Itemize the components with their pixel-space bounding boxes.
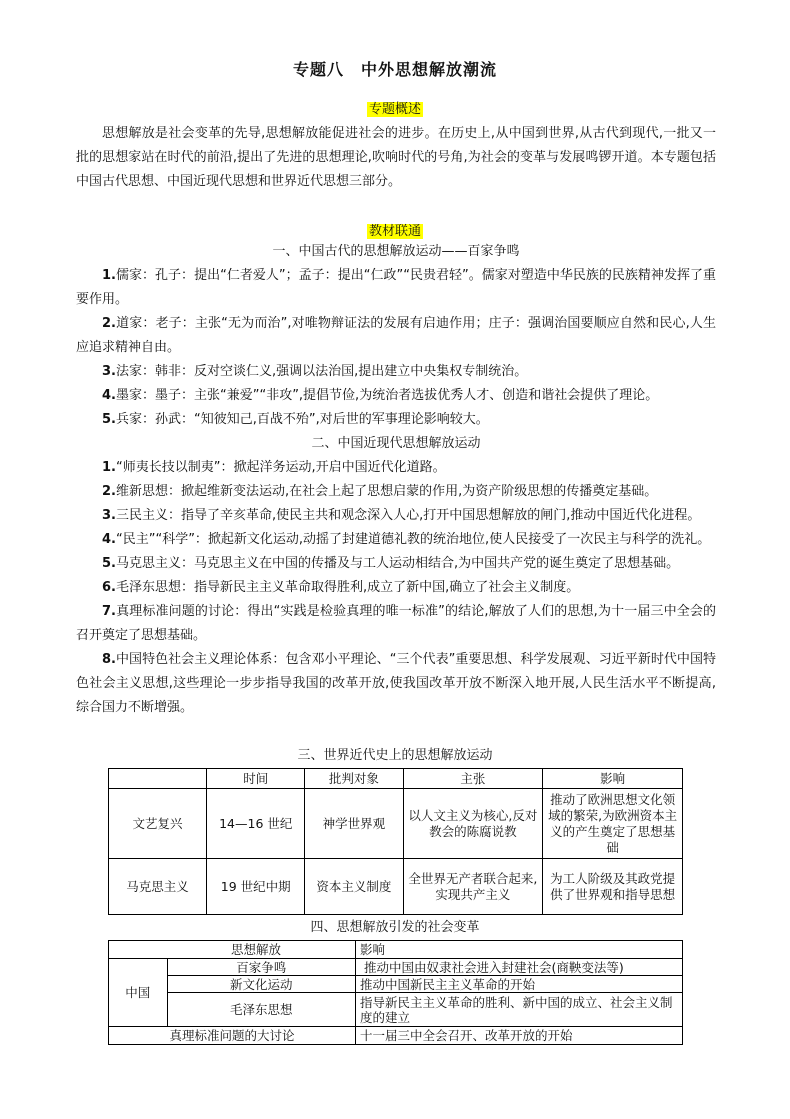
table-header-row <box>109 769 683 789</box>
overview-heading: 专题概述 <box>368 102 421 117</box>
table-cell: 14—16 世纪 <box>207 789 305 859</box>
table-header-cell <box>109 769 207 789</box>
list-item: 8.中国特色社会主义理论体系：包含邓小平理论、“三个代表”重要思想、科学发展观、习近平新时代中国特色社会主义思想,这些理论一步步指导我国的改革开放,使我国改革开放不断深入地开展,人民生活水平不断提高,综合国力不断增强。 <box>76 652 716 715</box>
section2-heading: 二、中国近现代思想解放运动 <box>311 436 481 451</box>
table-header-cell: 时间 <box>207 769 305 789</box>
table-cell: 指导新民主主义革命的胜利、新中国的成立、社会主义制度的建立 <box>356 993 683 1027</box>
section4-heading: 四、思想解放引发的社会变革 <box>310 920 480 935</box>
table-cell: 马克思主义 <box>109 859 207 915</box>
overview-section <box>76 122 716 194</box>
list-item: 6.毛泽东思想：指导新民主主义革命取得胜利,成立了新中国,确立了社会主义制度。 <box>102 580 580 595</box>
table-cell: 神学世界观 <box>305 789 403 859</box>
table-cell: 全世界无产者联合起来,实现共产主义 <box>403 859 543 915</box>
table-cell: 推动了欧洲思想文化领域的繁荣,为欧洲资本主义的产生奠定了思想基础 <box>543 789 683 859</box>
list-item: 3.法家：韩非：反对空谈仁义,强调以法治国,提出建立中央集权专制统治。 <box>102 364 528 379</box>
table-cell: 新文化运动 <box>167 976 356 993</box>
table-cell: 19 世纪中期 <box>207 859 305 915</box>
group-cell: 中国 <box>109 959 168 1027</box>
table-row <box>109 976 683 993</box>
table-header-row <box>109 941 683 959</box>
table-header-cell: 批判对象 <box>305 769 403 789</box>
table-cell: 文艺复兴 <box>109 789 207 859</box>
table-row <box>109 789 683 859</box>
section3-heading-wrap <box>0 744 790 768</box>
section2-list <box>76 456 716 720</box>
overview-text: 思想解放是社会变革的先导,思想解放能促进社会的进步。在历史上,从中国到世界,从古代到现代,一批又一批的思想家站在时代的前沿,提出了先进的思想理论,吹响时代的号角,为社会的变革与发展鸣锣开道。本专题包括中国古代思想、中国近现代思想和世界近代思想三部分。 <box>76 126 716 189</box>
section3-heading: 三、世界近代史上的思想解放运动 <box>297 748 493 763</box>
list-item: 5.马克思主义：马克思主义在中国的传播及与工人运动相结合,为中国共产党的诞生奠定了思想基础。 <box>102 556 680 571</box>
table-cell: 为工人阶级及其政党提供了世界观和指导思想 <box>543 859 683 915</box>
table-header-cell <box>109 941 168 959</box>
table-row <box>109 1027 683 1045</box>
overview-heading-wrap <box>0 98 790 122</box>
list-item: 2.维新思想：掀起维新变法运动,在社会上起了思想启蒙的作用,为资产阶级思想的传播奠定基础。 <box>102 484 658 499</box>
table-cell: 推动中国由奴隶社会进入封建社会(商鞅变法等) <box>356 959 683 976</box>
social-change-table <box>108 940 683 1045</box>
table-row <box>109 959 683 976</box>
list-item: 4.墨家：墨子：主张“兼爱”“非攻”,提倡节俭,为统治者选拔优秀人才、创造和谐社会提供了理论。 <box>102 388 659 403</box>
world-thought-table <box>108 768 683 915</box>
table-header-cell: 思想解放 <box>167 941 356 959</box>
table-row <box>109 859 683 915</box>
table-header-cell: 主张 <box>403 769 543 789</box>
table-row <box>109 993 683 1027</box>
table-header-cell: 影响 <box>356 941 683 959</box>
page-title: 专题八 中外思想解放潮流 <box>292 60 497 79</box>
section1-heading: 一、中国古代的思想解放运动——百家争鸣 <box>272 244 520 259</box>
table-cell: 资本主义制度 <box>305 859 403 915</box>
list-item: 2.道家：老子：主张“无为而治”,对唯物辩证法的发展有启迪作用；庄子：强调治国要顺应自然和民心,人生应追求精神自由。 <box>76 316 716 355</box>
section1-list <box>76 264 716 432</box>
table-cell: 推动中国新民主主义革命的开始 <box>356 976 683 993</box>
table-cell: 真理标准问题的大讨论 <box>109 1027 356 1045</box>
table-header-cell: 影响 <box>543 769 683 789</box>
list-item: 4.“民主”“科学”：掀起新文化运动,动摇了封建道德礼教的统治地位,使人民接受了一次民主与科学的洗礼。 <box>102 532 711 547</box>
table-cell: 以人文主义为核心,反对教会的陈腐说教 <box>403 789 543 859</box>
list-item: 3.三民主义：指导了辛亥革命,使民主共和观念深入人心,打开中国思想解放的闸门,推动中国近代化进程。 <box>102 508 701 523</box>
list-item: 7.真理标准问题的讨论：得出“实践是检验真理的唯一标准”的结论,解放了人们的思想,为十一届三中全会的召开奠定了思想基础。 <box>76 604 716 643</box>
list-item: 5.兵家：孙武：“知彼知己,百战不殆”,对后世的军事理论影响较大。 <box>102 412 489 427</box>
table-cell: 毛泽东思想 <box>167 993 356 1027</box>
table-cell: 十一届三中全会召开、改革开放的开始 <box>356 1027 683 1045</box>
list-item: 1.“师夷长技以制夷”：掀起洋务运动,开启中国近代化道路。 <box>102 460 446 475</box>
textbook-sections <box>76 240 716 720</box>
table-cell: 百家争鸣 <box>167 959 356 976</box>
textbook-heading: 教材联通 <box>368 224 421 239</box>
list-item: 1.儒家：孔子：提出“仁者爱人”；孟子：提出“仁政”“民贵君轻”。儒家对塑造中华民族的民族精神发挥了重要作用。 <box>76 268 716 307</box>
section4-heading-wrap <box>0 916 790 940</box>
